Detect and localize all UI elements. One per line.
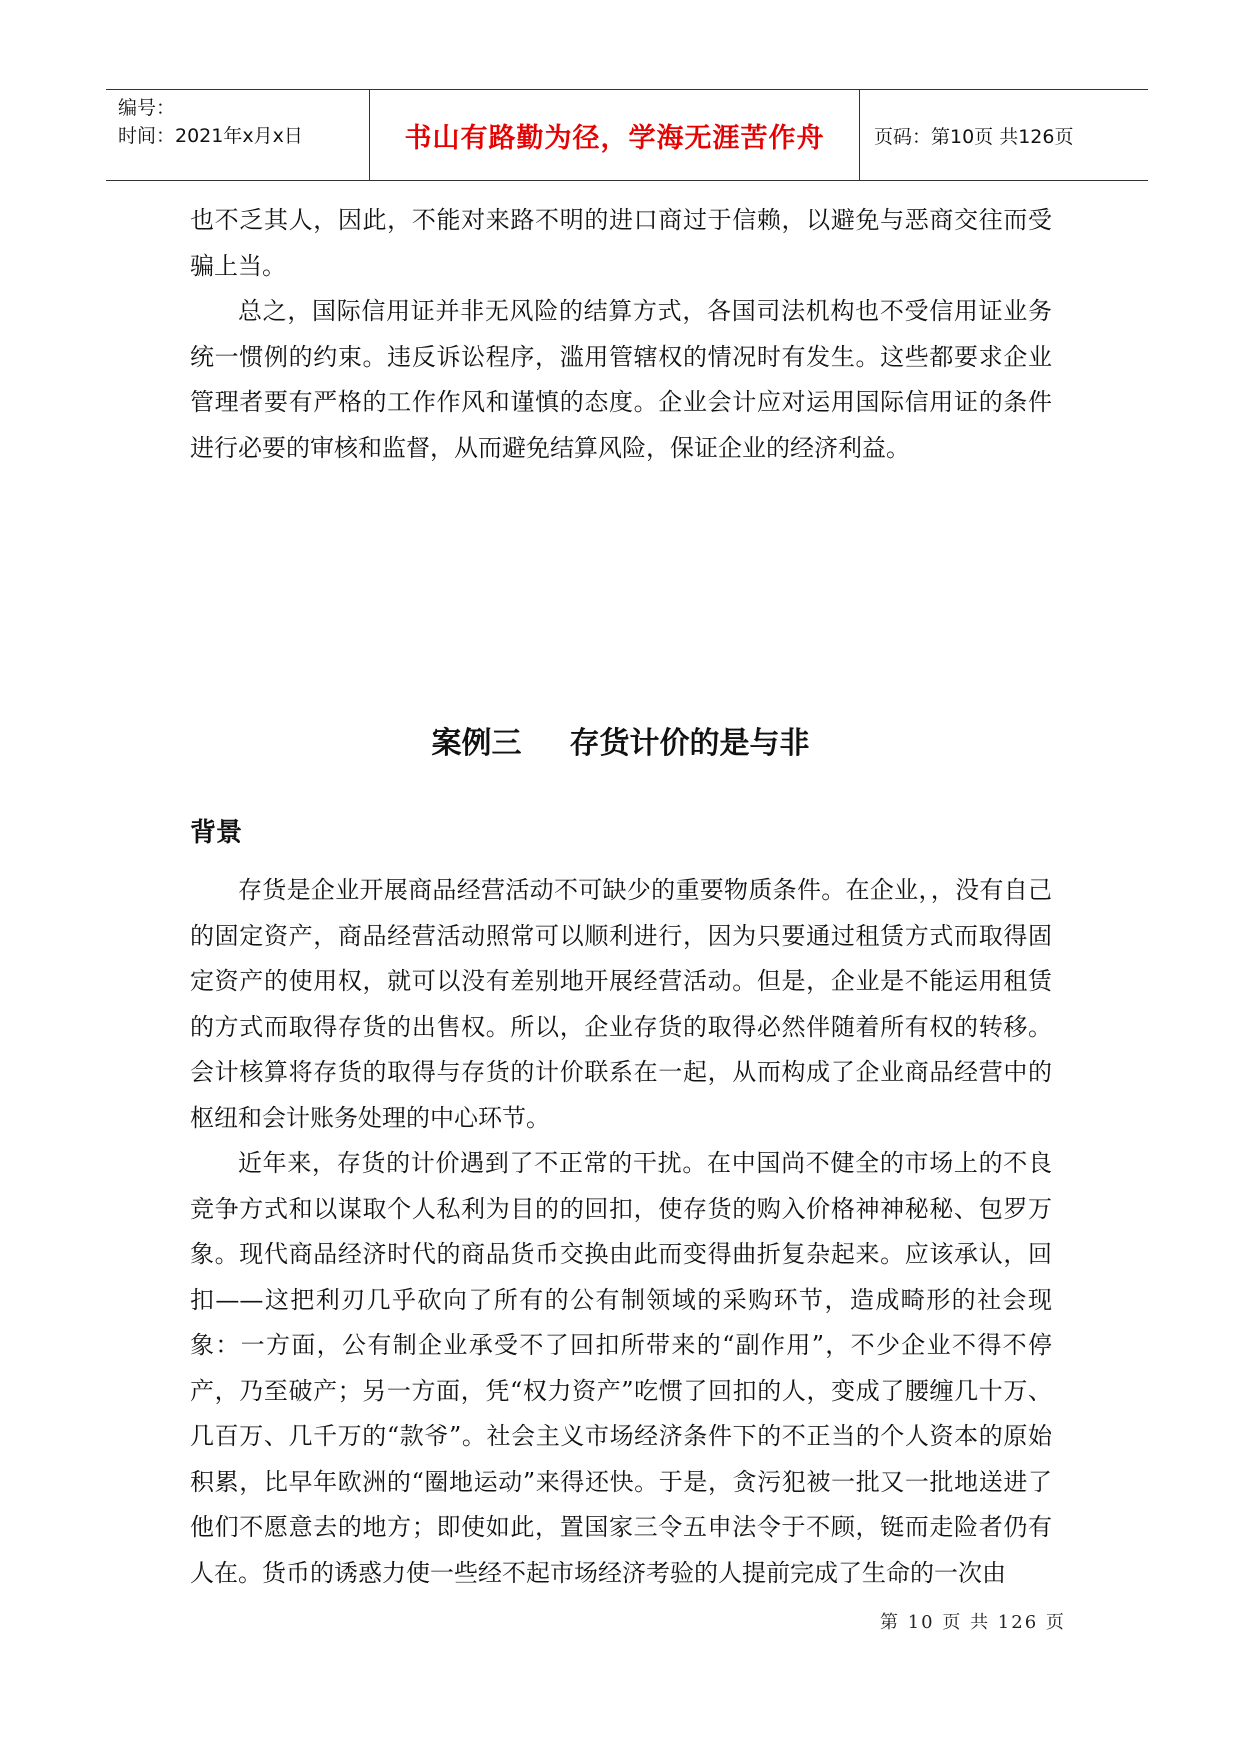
page-footer: 第 10 页 共 126 页 xyxy=(880,1612,1066,1633)
case-title xyxy=(0,718,1241,762)
text-block-background xyxy=(190,868,1052,1596)
header-motto: 书山有路勤为径，学海无涯苦作舟 xyxy=(370,90,860,180)
paragraph: 近年来，存货的计价遇到了不正常的干扰。在中国尚不健全的市场上的不良竞争方式和以谋取个人私利为目的的回扣，使存货的购入价格神神秘秘、包罗万象。现代商品经济时代的商品货币交换由此而变得曲折复杂起来。应该承认，回扣——这把利刃几乎砍向了所有的公有制领域的采购环节，造成畸形的社会现象：一方面，公有制企业承受不了回扣所带来的“副作用”，不少企业不得不停产，乃至破产；另一方面，凭“权力资产”吃惯了回扣的人，变成了腰缠几十万、几百万、几千万的“款爷”。社会主义市场经济条件下的不正当的个人资本的原始积累，比早年欧洲的“圈地运动”来得还快。于是，贪污犯被一批又一批地送进了他们不愿意去的地方；即使如此，置国家三令五申法令于不顾，铤而走险者仍有人在。货币的诱惑力使一些经不起市场经济考验的人提前完成了生命的一次由 xyxy=(190,1149,1052,1587)
case-name: 存货计价的是与非 xyxy=(569,726,810,761)
page-header xyxy=(106,89,1148,181)
paragraph: 存货是企业开展商品经营活动不可缺少的重要物质条件。在企业，，没有自己的固定资产，商品经营活动照常可以顺利进行，因为只要通过租赁方式而取得固定资产的使用权，就可以没有差别地开展经营活动。但是，企业是不能运用租赁的方式而取得存货的出售权。所以，企业存货的取得必然伴随着所有权的转移。会计核算将存货的取得与存货的计价联系在一起，从而构成了企业商品经营中的枢纽和会计账务处理的中心环节。 xyxy=(190,876,1052,1132)
header-left-cell xyxy=(106,90,370,180)
case-number: 案例三 xyxy=(431,726,522,761)
text-block-continuation xyxy=(190,198,1052,471)
header-page-label: 页码：第10页 共126页 xyxy=(874,125,1074,148)
paragraph: 也不乏其人，因此，不能对来路不明的进口商过于信赖，以避免与恶商交往而受骗上当。 xyxy=(190,206,1052,280)
section-heading: 背景 xyxy=(190,818,243,848)
document-number-label: 编号： xyxy=(118,97,176,119)
document-time-label: 时间：2021年x月x日 xyxy=(118,125,303,147)
paragraph: 总之，国际信用证并非无风险的结算方式，各国司法机构也不受信用证业务统一惯例的约束。违反诉讼程序，滥用管辖权的情况时有发生。这些都要求企业管理者要有严格的工作作风和谨慎的态度。企业会计应对运用国际信用证的条件进行必要的审核和监督，从而避免结算风险，保证企业的经济利益。 xyxy=(190,297,1052,462)
